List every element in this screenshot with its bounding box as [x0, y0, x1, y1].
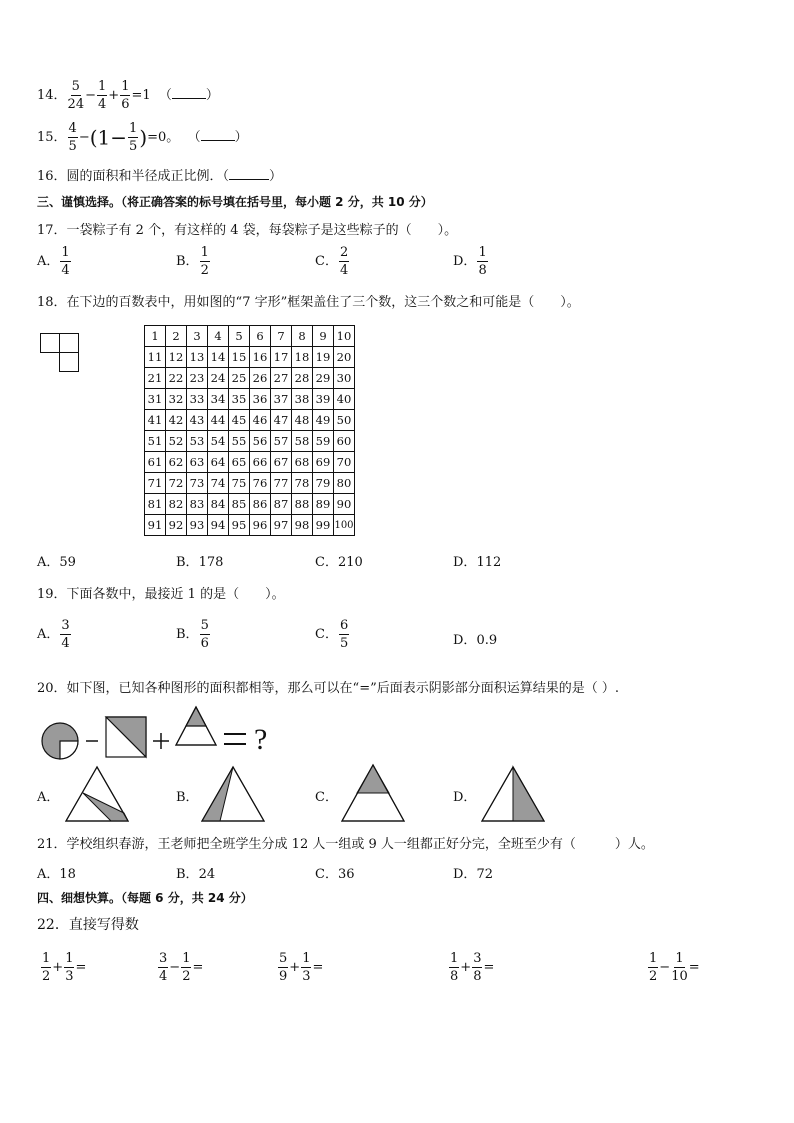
hundred-chart-cell: 89 [313, 494, 334, 515]
hundred-chart-cell: 35 [229, 389, 250, 410]
hundred-chart-row [145, 368, 355, 389]
question-18: 18．在下边的百数表中，用如图的“7 字形”框架盖住了三个数，这三个数之和可能是（ ）。 [37, 295, 580, 310]
hundred-chart-cell: 16 [250, 347, 271, 368]
hundred-chart-cell: 23 [187, 368, 208, 389]
q21-option-c[interactable]: C．36 [315, 867, 355, 882]
q22-item-4: $\frac{1}{8}$ + $\frac{3}{8}$ = [450, 951, 495, 984]
fraction: $\frac{1}{6}$ [121, 79, 130, 112]
hundred-chart-row [145, 452, 355, 473]
seven-shape-frame-icon [40, 333, 80, 375]
hundred-chart-cell: 43 [187, 410, 208, 431]
hundred-chart-cell: 10 [334, 326, 355, 347]
hundred-chart-cell: 17 [271, 347, 292, 368]
hundred-chart-cell: 18 [292, 347, 313, 368]
fraction: $\frac{1}{5}$ [129, 121, 138, 154]
hundred-chart-cell: 2 [166, 326, 187, 347]
hundred-chart-cell: 75 [229, 473, 250, 494]
hundred-chart-row [145, 473, 355, 494]
q22-item-5: $\frac{1}{2}$ − $\frac{1}{10}$ = [649, 951, 700, 984]
hundred-chart-cell: 13 [187, 347, 208, 368]
question-17: 17．一袋粽子有 2 个，有这样的 4 袋，每袋粽子是这些粽子的（ ）。 [37, 223, 458, 238]
q19-option-a[interactable]: A． $\frac{3}{4}$ [37, 618, 70, 651]
hundred-chart-cell: 28 [292, 368, 313, 389]
hundred-chart-cell: 86 [250, 494, 271, 515]
hundred-chart-cell: 59 [313, 431, 334, 452]
hundred-chart-cell: 77 [271, 473, 292, 494]
hundred-chart-cell: 25 [229, 368, 250, 389]
hundred-chart-cell: 21 [145, 368, 166, 389]
hundred-chart-cell: 27 [271, 368, 292, 389]
hundred-chart-cell: 72 [166, 473, 187, 494]
hundred-chart-cell: 29 [313, 368, 334, 389]
question-14: 14． $\frac{5}{24}$ − $\frac{1}{4}$ + $\frac{1}{6}$ =1 （ ） [37, 79, 219, 112]
hundred-chart-cell: 48 [292, 410, 313, 431]
hundred-chart-cell: 12 [166, 347, 187, 368]
q17-option-a[interactable]: A． $\frac{1}{4}$ [37, 245, 70, 278]
hundred-chart-cell: 69 [313, 452, 334, 473]
hundred-chart-row [145, 494, 355, 515]
hundred-chart-cell: 32 [166, 389, 187, 410]
section-4-heading: 四、细想快算。（每题 6 分，共 24 分） [37, 891, 253, 905]
hundred-chart-cell: 38 [292, 389, 313, 410]
square-shape-icon [106, 717, 146, 757]
hundred-chart-cell: 66 [250, 452, 271, 473]
hundred-chart-cell: 76 [250, 473, 271, 494]
circle-shape-icon [42, 723, 78, 759]
hundred-chart-cell: 3 [187, 326, 208, 347]
hundred-chart-cell: 78 [292, 473, 313, 494]
hundred-chart-cell: 44 [208, 410, 229, 431]
hundred-chart-cell: 87 [271, 494, 292, 515]
hundred-chart-cell: 63 [187, 452, 208, 473]
hundred-chart-cell: 9 [313, 326, 334, 347]
fraction: $\frac{1}{4}$ [98, 79, 107, 112]
q21-option-a[interactable]: A．18 [37, 867, 76, 882]
answer-blank[interactable] [201, 129, 235, 141]
q19-option-c[interactable]: C． $\frac{6}{5}$ [315, 618, 349, 651]
hundred-chart-cell: 45 [229, 410, 250, 431]
hundred-chart-cell: 36 [250, 389, 271, 410]
hundred-chart-cell: 71 [145, 473, 166, 494]
hundred-chart-cell: 33 [187, 389, 208, 410]
hundred-chart-cell: 65 [229, 452, 250, 473]
hundred-chart-cell: 26 [250, 368, 271, 389]
question-16: 16．圆的面积和半径成正比例．（ ） [37, 169, 283, 184]
q17-option-c[interactable]: C． $\frac{2}{4}$ [315, 245, 349, 278]
hundred-chart-row [145, 431, 355, 452]
hundred-chart-cell: 94 [208, 515, 229, 536]
q20-option-d-triangle-icon[interactable] [480, 765, 546, 823]
hundred-chart-cell: 98 [292, 515, 313, 536]
hundred-chart-cell: 20 [334, 347, 355, 368]
q20-option-c-label[interactable]: C． [315, 790, 338, 805]
answer-blank[interactable] [172, 87, 206, 99]
section-3-heading: 三、谨慎选择。（将正确答案的标号填在括号里，每小题 2 分，共 10 分） [37, 195, 433, 209]
q19-option-b[interactable]: B． $\frac{5}{6}$ [176, 618, 209, 651]
hundred-chart-cell: 31 [145, 389, 166, 410]
hundred-chart-cell: 37 [271, 389, 292, 410]
q18-option-b[interactable]: B．178 [176, 555, 224, 570]
hundred-chart-cell: 53 [187, 431, 208, 452]
hundred-chart-cell: 67 [271, 452, 292, 473]
hundred-chart-row [145, 410, 355, 431]
q20-option-d-label[interactable]: D． [453, 790, 477, 805]
hundred-chart-cell: 4 [208, 326, 229, 347]
hundred-chart-cell: 64 [208, 452, 229, 473]
hundred-chart-cell: 57 [271, 431, 292, 452]
hundred-chart-cell: 100 [334, 515, 355, 536]
q17-option-d[interactable]: D． $\frac{1}{8}$ [453, 245, 487, 278]
hundred-chart [144, 325, 355, 536]
q22-item-3: $\frac{5}{9}$ + $\frac{1}{3}$ = [279, 951, 324, 984]
hundred-chart-cell: 1 [145, 326, 166, 347]
answer-blank[interactable] [229, 168, 269, 180]
q18-option-a[interactable]: A．59 [37, 555, 76, 570]
hundred-chart-cell: 5 [229, 326, 250, 347]
hundred-chart-cell: 46 [250, 410, 271, 431]
hundred-chart-row [145, 347, 355, 368]
hundred-chart-cell: 97 [271, 515, 292, 536]
hundred-chart-cell: 70 [334, 452, 355, 473]
q21-option-b[interactable]: B．24 [176, 867, 216, 882]
hundred-chart-cell: 24 [208, 368, 229, 389]
q18-option-d[interactable]: D．112 [453, 555, 502, 570]
hundred-chart-cell: 58 [292, 431, 313, 452]
hundred-chart-cell: 68 [292, 452, 313, 473]
hundred-chart-cell: 19 [313, 347, 334, 368]
q17-option-b[interactable]: B． $\frac{1}{2}$ [176, 245, 209, 278]
plus-sign [153, 733, 169, 749]
hundred-chart-cell: 7 [271, 326, 292, 347]
hundred-chart-cell: 88 [292, 494, 313, 515]
hundred-chart-cell: 51 [145, 431, 166, 452]
hundred-chart-cell: 92 [166, 515, 187, 536]
q20-option-a-triangle-icon[interactable] [64, 765, 130, 823]
question-22: 22．直接写得数 [37, 917, 139, 933]
hundred-chart-cell: 95 [229, 515, 250, 536]
question-20: 20．如下图，已知各种图形的面积都相等，那么可以在“=”后面表示阴影部分面积运算结果的是（ ）. [37, 681, 619, 696]
hundred-chart-row [145, 515, 355, 536]
shape-equation-figure [40, 703, 290, 767]
hundred-chart-cell: 83 [187, 494, 208, 515]
hundred-chart-cell: 74 [208, 473, 229, 494]
hundred-chart-cell: 61 [145, 452, 166, 473]
hundred-chart-cell: 99 [313, 515, 334, 536]
q20-option-b-label[interactable]: B． [176, 790, 199, 805]
hundred-chart-cell: 22 [166, 368, 187, 389]
hundred-chart-cell: 81 [145, 494, 166, 515]
hundred-chart-cell: 82 [166, 494, 187, 515]
triangle-shape-icon [176, 707, 216, 745]
q20-option-b-triangle-icon[interactable] [200, 765, 266, 823]
hundred-chart-row [145, 389, 355, 410]
hundred-chart-cell: 11 [145, 347, 166, 368]
hundred-chart-cell: 96 [250, 515, 271, 536]
question-15: 15． $\frac{4}{5}$ −(1− $\frac{1}{5}$ )=0。 （ ） [37, 121, 248, 154]
hundred-chart-cell: 52 [166, 431, 187, 452]
hundred-chart-cell: 90 [334, 494, 355, 515]
hundred-chart-cell: 6 [250, 326, 271, 347]
hundred-chart-cell: 93 [187, 515, 208, 536]
hundred-chart-cell: 49 [313, 410, 334, 431]
hundred-chart-cell: 84 [208, 494, 229, 515]
hundred-chart-cell: 50 [334, 410, 355, 431]
question-19: 19．下面各数中，最接近 1 的是（ ）。 [37, 587, 285, 602]
fraction: $\frac{5}{24}$ [67, 79, 85, 112]
hundred-chart-cell: 15 [229, 347, 250, 368]
hundred-chart-cell: 62 [166, 452, 187, 473]
q19-option-d[interactable]: D．0.9 [453, 633, 498, 648]
hundred-chart-cell: 34 [208, 389, 229, 410]
hundred-chart-cell: 8 [292, 326, 313, 347]
hundred-chart-cell: 79 [313, 473, 334, 494]
hundred-chart-cell: 80 [334, 473, 355, 494]
hundred-chart-cell: 30 [334, 368, 355, 389]
hundred-chart-cell: 85 [229, 494, 250, 515]
hundred-chart-cell: 60 [334, 431, 355, 452]
hundred-chart-cell: 42 [166, 410, 187, 431]
q22-item-1: $\frac{1}{2}$ + $\frac{1}{3}$ = [42, 951, 87, 984]
hundred-chart-cell: 40 [334, 389, 355, 410]
hundred-chart-cell: 41 [145, 410, 166, 431]
hundred-chart-cell: 91 [145, 515, 166, 536]
hundred-chart-row [145, 326, 355, 347]
hundred-chart-cell: 55 [229, 431, 250, 452]
hundred-chart-cell: 14 [208, 347, 229, 368]
q20-option-c-triangle-icon[interactable] [340, 763, 406, 823]
hundred-chart-cell: 56 [250, 431, 271, 452]
q21-option-d[interactable]: D．72 [453, 867, 493, 882]
question-21: 21．学校组织春游，王老师把全班学生分成 12 人一组或 9 人一组都正好分完，全班至少有（ ）人。 [37, 837, 654, 852]
hundred-chart-cell: 39 [313, 389, 334, 410]
hundred-chart-cell: 54 [208, 431, 229, 452]
hundred-chart-cell: 47 [271, 410, 292, 431]
q20-option-a-label[interactable]: A． [37, 790, 60, 805]
question-mark: ? [254, 723, 268, 756]
equals-sign [224, 734, 246, 744]
q22-item-2: $\frac{3}{4}$ − $\frac{1}{2}$ = [159, 951, 204, 984]
hundred-chart-cell: 73 [187, 473, 208, 494]
q18-option-c[interactable]: C．210 [315, 555, 363, 570]
fraction: $\frac{4}{5}$ [68, 121, 77, 154]
